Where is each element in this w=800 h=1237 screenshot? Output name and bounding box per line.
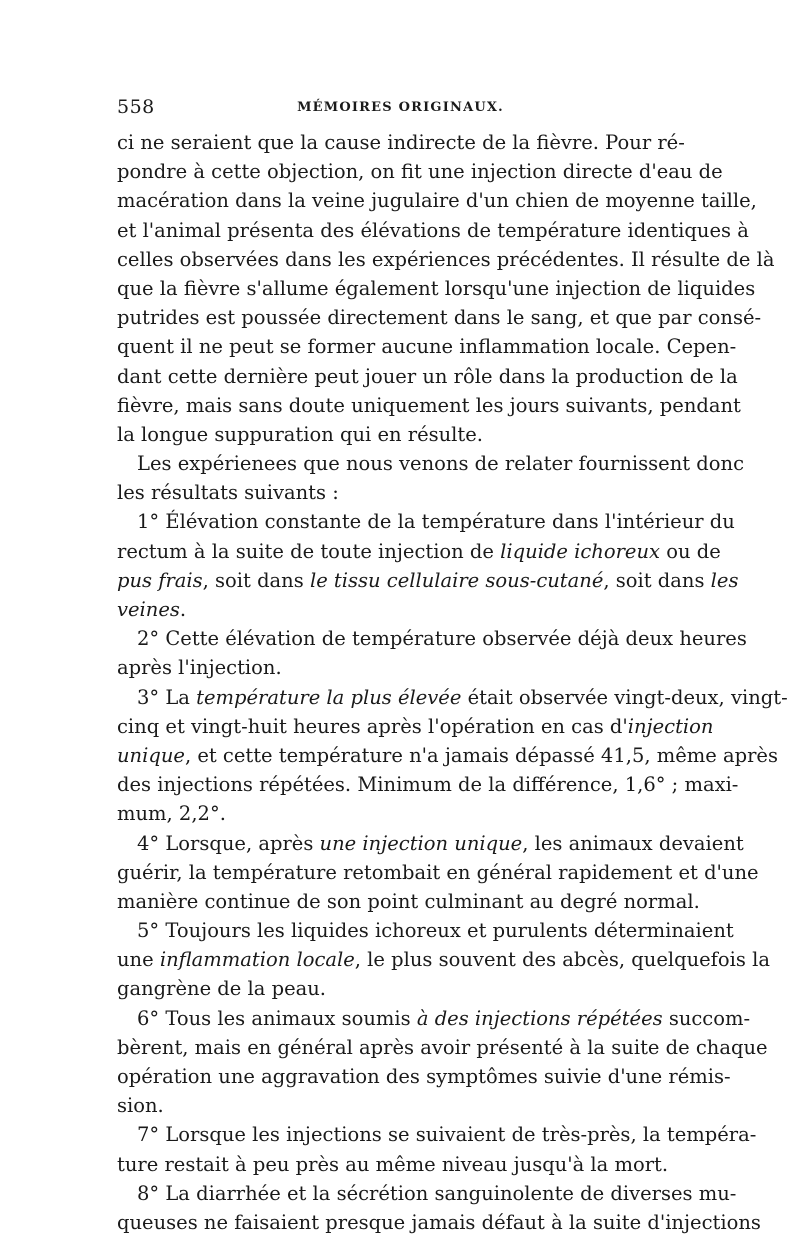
text-segment: 4° Lorsque, après [137,831,320,855]
text-line: guérir, la température retombait en général rapidement et d'une [117,860,759,884]
text-segment: était observée vingt-deux, vingt- [461,685,788,709]
text-line [117,537,721,566]
text-segment: cinq et vingt-huit heures après l'opération en cas d' [117,714,628,738]
text-line: queuses ne faisaient presque jamais défaut à la suite d'injections [117,1210,761,1234]
italic-segment: unique [117,743,185,767]
text-segment: , les animaux devaient [522,831,744,855]
text-line: gangrène de la peau. [117,977,326,1001]
text-line [117,945,770,974]
text-line [117,741,778,770]
text-line: pondre à cette objection, on fit une injection directe d'eau de [117,160,723,184]
text-line: celles observées dans les expériences précédentes. Il résulte de là [117,247,775,271]
italic-segment: pus frais [117,568,203,592]
text-line: opération une aggravation des symptômes suivie d'une rémis- [117,1065,731,1088]
text-line: 7° Lorsque les injections se suivaient de très-près, la tempéra- [137,1123,757,1147]
text-line: quent il ne peut se former aucune inflammation locale. Cepen- [117,335,737,359]
italic-segment: les [710,568,739,592]
text-line: mum, 2,2°. [117,802,226,826]
text-line [117,595,684,624]
text-segment: rectum à la suite de toute injection de [117,539,501,563]
text-line: bèrent, mais en général après avoir présenté à la suite de chaque [117,1035,768,1059]
italic-segment: à des injections répétées [416,1006,663,1030]
text-line: 8° La diarrhée et la sécrétion sanguinolente de diverses mu- [137,1181,737,1205]
text-segment: , et cette température n'a jamais dépassé 41,5, même après [184,743,778,767]
text-line: manière continue de son point culminant au degré normal. [117,889,700,913]
text-line: ci ne seraient que la cause indirecte de la fièvre. Pour ré- [117,131,685,154]
text-line: que la fièvre s'allume également lorsqu'une injection de liquides [117,276,756,300]
text-line: sion. [117,1094,164,1118]
text-line: macération dans la veine jugulaire d'un chien de moyenne taille, [117,189,757,213]
page-header [117,96,684,130]
text-line: après l'injection. [117,656,282,680]
text-segment: . [179,598,187,621]
text-line: des injections répétées. Minimum de la différence, 1,6° ; maxi- [117,773,739,797]
italic-segment: une injection unique [319,831,523,855]
text-segment: , soit dans [202,568,310,592]
text-line: la longue suppuration qui en résulte. [117,422,483,446]
running-title: MÉMOIRES ORIGINAUX. [297,100,504,115]
text-line: fièvre, mais sans doute uniquement les jours suivants, pendant [117,393,741,417]
text-line [117,1004,751,1033]
text-segment: , le plus souvent des abcès, quelquefois la [354,948,770,972]
text-line: les résultats suivants : [117,481,339,505]
page-number: 558 [117,96,155,118]
text-segment: une [117,948,160,972]
text-line [117,683,788,712]
text-line: 5° Toujours les liquides ichoreux et purulents déterminaient [137,919,734,943]
text-line: dant cette dernière peut jouer un rôle dans la production de la [117,364,738,388]
italic-segment: liquide ichoreux [500,539,661,563]
text-line: et l'animal présenta des élévations de température identiques à [117,218,749,242]
text-segment: 3° La [137,685,197,709]
text-line: Les expérienees que nous venons de relater fournissent donc [137,452,744,476]
text-line: ture restait à peu près au même niveau jusqu'à la mort. [117,1152,669,1176]
text-segment: succom- [662,1006,751,1030]
text-line: putrides est poussée directement dans le sang, et que par consé- [117,306,762,330]
text-line: 1° Élévation constante de la température dans l'intérieur du [137,510,735,534]
text-segment: , soit dans [603,568,711,592]
italic-segment: le tissu cellulaire sous-cutané [309,568,604,592]
italic-segment: veines [117,598,180,621]
text-line [117,566,739,595]
text-line [117,829,744,858]
text-line: 2° Cette élévation de température observée déjà deux heures [137,627,747,651]
body-text [117,128,788,1237]
italic-segment: inflammation locale [159,948,355,972]
text-segment: 6° Tous les animaux soumis [137,1006,417,1030]
text-line [117,712,714,741]
italic-segment: température la plus élevée [196,685,462,709]
italic-segment: injection [627,714,714,738]
text-segment: ou de [660,539,721,563]
